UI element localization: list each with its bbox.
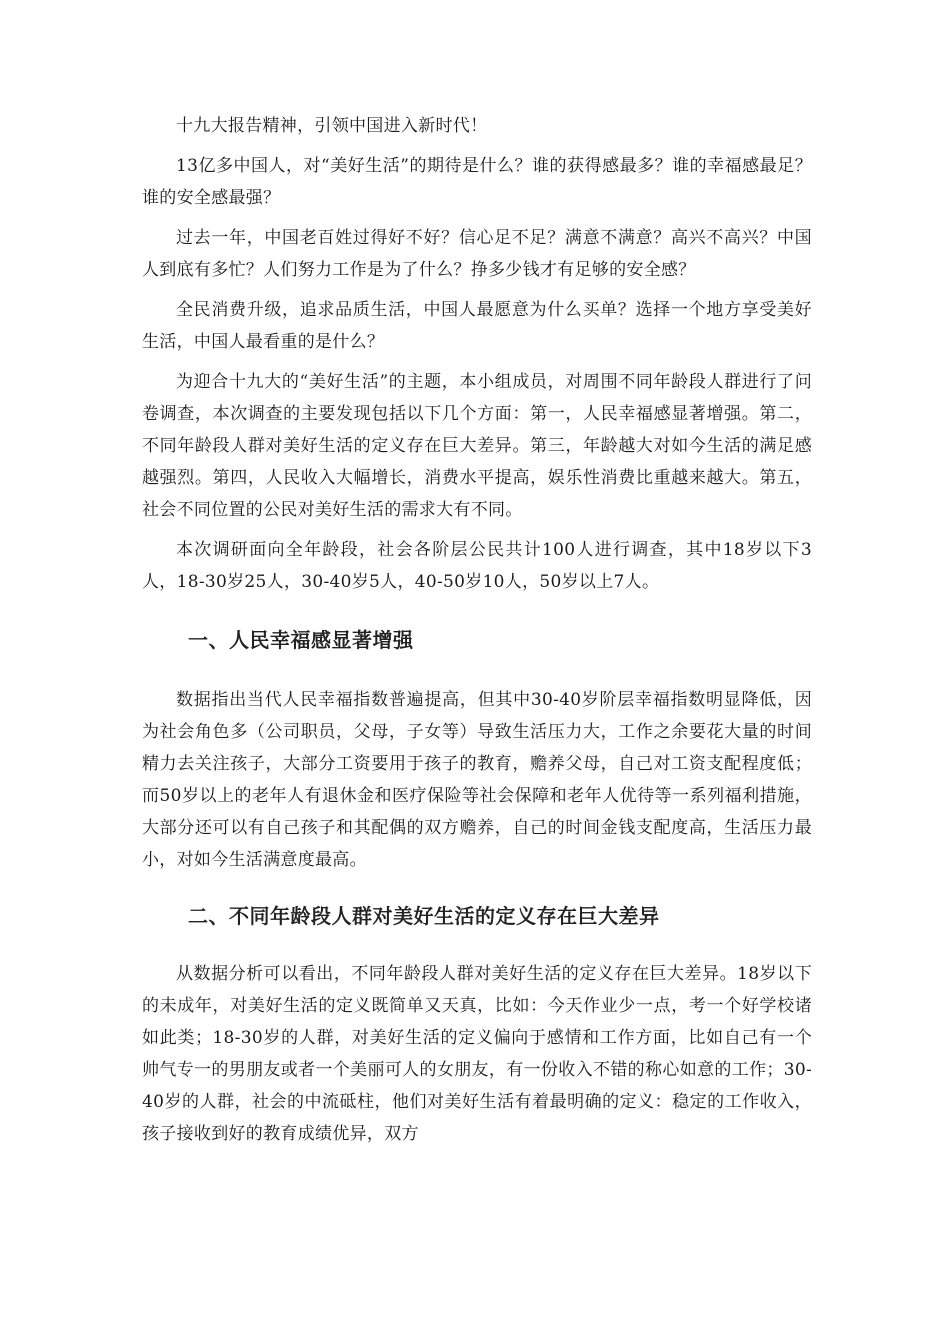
section-1-heading: 一、人民幸福感显著增强: [188, 628, 414, 652]
intro-paragraph-2: 13亿多中国人，对“美好生活”的期待是什么？谁的获得感最多？谁的幸福感最足？谁的安全感最强？: [142, 156, 812, 208]
intro-paragraph-1: 十九大报告精神，引领中国进入新时代！: [176, 116, 488, 136]
section-2-body: 从数据分析可以看出，不同年龄段人群对美好生活的定义存在巨大差异。18岁以下的未成年，对美好生活的定义既简单又天真，比如：今天作业少一点，考一个好学校诸如此类；18-30岁的人群，对美好生活的定义偏向于感情和工作方面，比如自己有一个帅气专一的男朋友或者一个美丽可人的女朋友，有一份收入不错的称心如意的工作；30-40岁的人群，社会的中流砥柱，他们对美好生活有着最明确的定义：稳定的工作收入，孩子接收到好的教育成绩优异，双方: [142, 964, 812, 1144]
intro-paragraph-6: 本次调研面向全年龄段，社会各阶层公民共计100人进行调查，其中18岁以下3人，18-30岁25人，30-40岁5人，40-50岁10人，50岁以上7人。: [142, 540, 812, 592]
intro-paragraph-4: 全民消费升级，追求品质生活，中国人最愿意为什么买单？选择一个地方享受美好生活，中国人最看重的是什么？: [142, 300, 812, 352]
intro-paragraph-5: 为迎合十九大的“美好生活”的主题，本小组成员，对周围不同年龄段人群进行了问卷调查，本次调查的主要发现包括以下几个方面：第一，人民幸福感显著增强。第二，不同年龄段人群对美好生活的定义存在巨大差异。第三，年龄越大对如今生活的满足感越强烈。第四，人民收入大幅增长，消费水平提高，娱乐性消费比重越来越大。第五，社会不同位置的公民对美好生活的需求大有不同。: [142, 372, 812, 520]
document-page: [142, 110, 812, 1150]
intro-paragraph-3: 过去一年，中国老百姓过得好不好？信心足不足？满意不满意？高兴不高兴？中国人到底有多忙？人们努力工作是为了什么？挣多少钱才有足够的安全感？: [142, 228, 812, 280]
section-2-heading: 二、不同年龄段人群对美好生活的定义存在巨大差异: [188, 904, 660, 928]
section-1-body: 数据指出当代人民幸福指数普遍提高，但其中30-40岁阶层幸福指数明显降低，因为社会角色多（公司职员，父母，子女等）导致生活压力大，工作之余要花大量的时间精力去关注孩子，大部分工资要用于孩子的教育，赡养父母，自己对工资支配程度低；而50岁以上的老年人有退休金和医疗保险等社会保障和老年人优待等一系列福利措施，大部分还可以有自己孩子和其配偶的双方赡养，自己的时间金钱支配度高，生活压力最小，对如今生活满意度最高。: [142, 690, 812, 870]
